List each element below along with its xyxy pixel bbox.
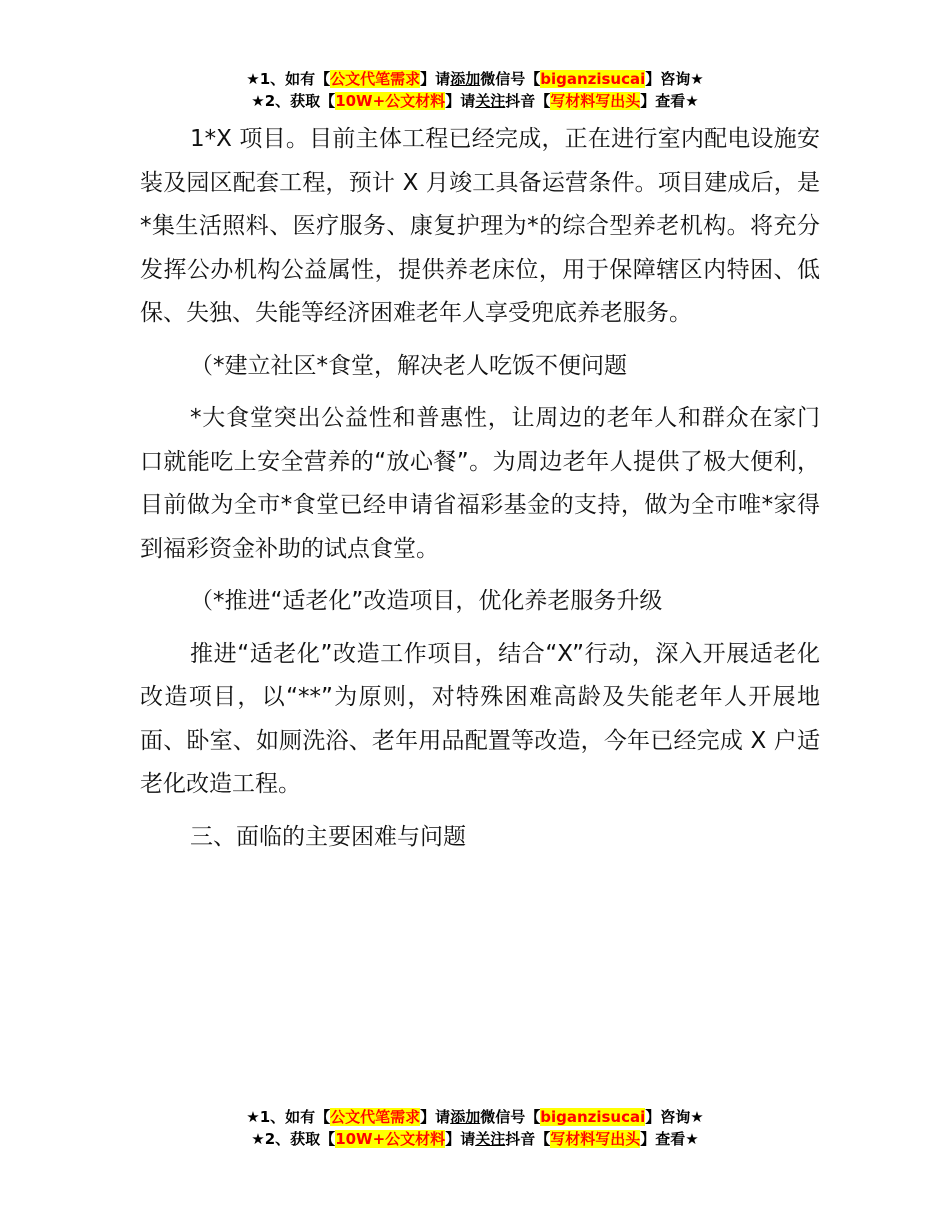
banner-underline: 关注 bbox=[475, 92, 506, 110]
header-banner bbox=[0, 68, 950, 112]
banner-line-2 bbox=[0, 90, 950, 112]
banner-text: 】查看★ bbox=[640, 1130, 699, 1148]
section-heading: （*建立社区*食堂，解决老人吃饭不便问题 bbox=[190, 352, 627, 379]
body-paragraph: *大食堂突出公益性和普惠性，让周边的老年人和群众在家门口就能吃上安全营养的“放心餐”。为周边老年人提供了极大便利，目前做为全市*食堂已经申请省福彩基金的支持，做为全市唯*家得到福彩资金补助的试点食堂。 bbox=[140, 405, 820, 562]
banner-text: 抖音【 bbox=[505, 1130, 551, 1148]
banner-text: 】请 bbox=[445, 1130, 476, 1148]
banner-text: 】请 bbox=[420, 70, 451, 88]
banner-line-2 bbox=[0, 1128, 950, 1150]
banner-line-1 bbox=[0, 68, 950, 90]
banner-text: 】查看★ bbox=[640, 92, 699, 110]
body-paragraph: 1*X 项目。目前主体工程已经完成，正在进行室内配电设施安装及园区配套工程，预计 X 月竣工具备运营条件。项目建成后，是*集生活照料、医疗服务、康复护理为*的综合型养老机构。将充分发挥公办机构公益属性，提供养老床位，用于保障辖区内特困、低保、失独、失能等经济困难老年人享受兜底养老服务。 bbox=[140, 126, 820, 326]
banner-text: 】请 bbox=[445, 92, 476, 110]
banner-text: ★2、获取【 bbox=[251, 92, 336, 110]
banner-text: ★1、如有【 bbox=[246, 70, 331, 88]
banner-line-1 bbox=[0, 1106, 950, 1128]
banner-text: 】请 bbox=[420, 1108, 451, 1126]
banner-text: 微信号【 bbox=[480, 1108, 541, 1126]
banner-highlight: 10W+公文材料 bbox=[335, 92, 446, 110]
section-heading: 三、面临的主要困难与问题 bbox=[190, 823, 466, 850]
banner-highlight: 公文代笔需求 bbox=[330, 1108, 421, 1126]
section-heading: （*推进“适老化”改造项目，优化养老服务升级 bbox=[190, 588, 663, 614]
banner-text: 抖音【 bbox=[505, 92, 551, 110]
footer-banner bbox=[0, 1106, 950, 1150]
banner-highlight: 写材料写出头 bbox=[550, 1130, 641, 1148]
banner-text: ★1、如有【 bbox=[246, 1108, 331, 1126]
banner-text: ★2、获取【 bbox=[251, 1130, 336, 1148]
banner-highlight: 公文代笔需求 bbox=[330, 70, 421, 88]
banner-highlight: 写材料写出头 bbox=[550, 92, 641, 110]
banner-underline: 关注 bbox=[475, 1130, 506, 1148]
banner-text: 】咨询★ bbox=[645, 1108, 704, 1126]
banner-highlight: biganzisucai bbox=[540, 70, 646, 88]
document-body bbox=[140, 118, 820, 868]
banner-underline: 添加 bbox=[450, 1108, 481, 1126]
banner-underline: 添加 bbox=[450, 70, 481, 88]
body-paragraph: 推进“适老化”改造工作项目，结合“X”行动，深入开展适老化改造项目，以“**”为原则，对特殊困难高龄及失能老年人开展地面、卧室、如厕洗浴、老年用品配置等改造，今年已经完成 X 户适老化改造工程。 bbox=[140, 640, 820, 797]
banner-text: 】咨询★ bbox=[645, 70, 704, 88]
banner-text: 微信号【 bbox=[480, 70, 541, 88]
banner-highlight: 10W+公文材料 bbox=[335, 1130, 446, 1148]
banner-highlight: biganzisucai bbox=[540, 1108, 646, 1126]
